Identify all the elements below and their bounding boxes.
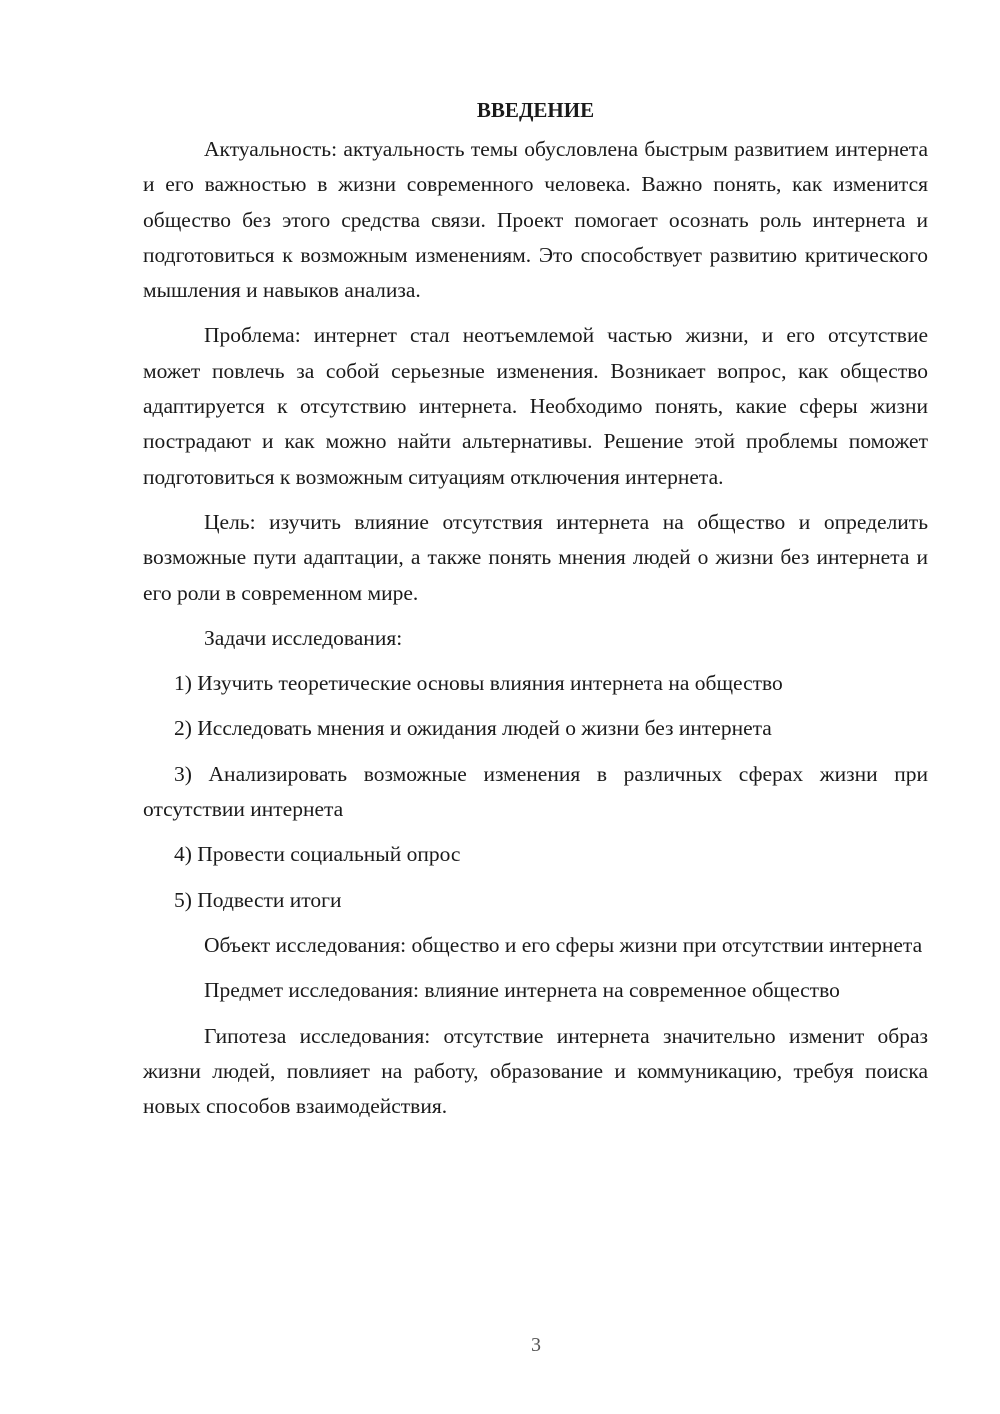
paragraph-subject: Предмет исследования: влияние интернета на современное общество [204, 978, 840, 1003]
task-item-3: 3) Анализировать возможные изменения в различных сферах жизни при отсутствии интернета [143, 761, 928, 822]
tasks-heading: Задачи исследования: [204, 625, 403, 650]
task-item-1: 1) Изучить теоретические основы влияния интернета на общество [174, 671, 783, 696]
paragraph-goal: Цель: изучить влияние отсутствия интернета на общество и определить возможные пути адаптации, а также понять мнения людей о жизни без интернета и его роли в современном мире. [143, 509, 928, 605]
page-content [143, 95, 928, 1134]
paragraph-object: Объект исследования: общество и его сферы жизни при отсутствии интернета [204, 932, 923, 957]
page-number: 3 [531, 1334, 541, 1356]
task-item-2: 2) Исследовать мнения и ожидания людей о жизни без интернета [174, 716, 772, 741]
task-item-4: 4) Провести социальный опрос [174, 842, 461, 867]
paragraph-hypothesis: Гипотеза исследования: отсутствие интернета значительно изменит образ жизни людей, повлияет на работу, образование и коммуникацию, требуя поиска новых способов взаимодействия. [143, 1023, 928, 1119]
paragraph-relevance: Актуальность: актуальность темы обусловлена быстрым развитием интернета и его важностью в жизни современного человека. Важно понять, как изменится общество без этого средства связи. Проект помогает осознать роль интернета и подготовиться к возможным изменениям. Это способствует развитию критического мышления и навыков анализа. [143, 137, 928, 303]
section-heading: ВВЕДЕНИЕ [476, 98, 595, 122]
paragraph-problem: Проблема: интернет стал неотъемлемой частью жизни, и его отсутствие может повлечь за собой серьезные изменения. Возникает вопрос, как общество адаптируется к отсутствию интернета. Необходимо понять, какие сферы жизни пострадают и как можно найти альтернативы. Решение этой проблемы поможет подготовиться к возможным ситуациям отключения интернета. [143, 323, 928, 489]
task-item-5: 5) Подвести итоги [174, 887, 342, 912]
